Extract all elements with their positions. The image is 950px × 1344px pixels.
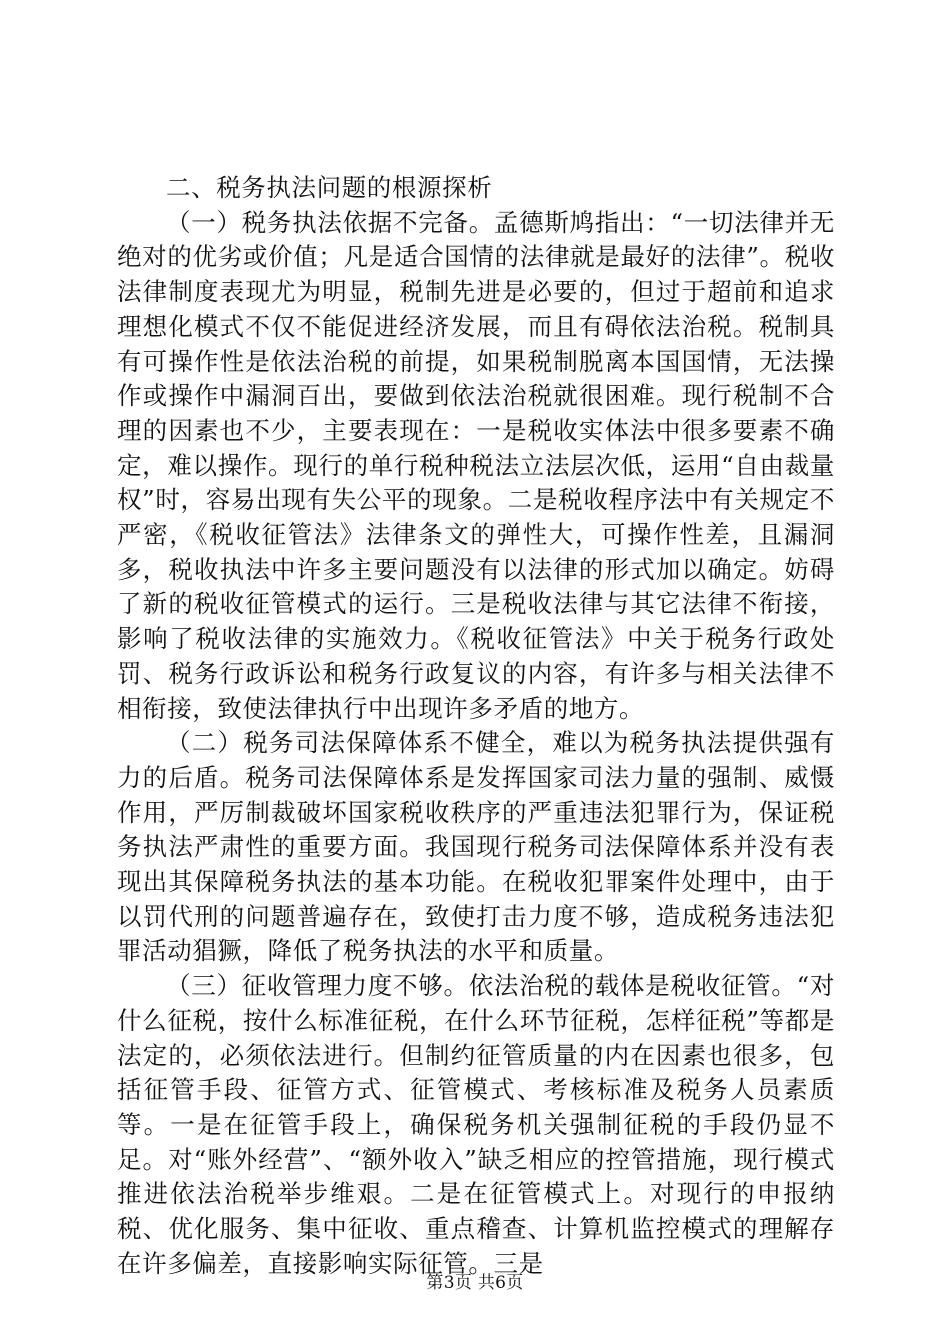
section-heading: 二、税务执法问题的根源探析 bbox=[166, 173, 493, 202]
document-body bbox=[117, 171, 835, 1282]
page-number-footer: 第3页 共6页 bbox=[426, 1273, 524, 1293]
paragraph-3: （三）征收管理力度不够。依法治税的载体是税收征管。“对什么征税，按什么标准征税，在什么环节征税，怎样征税”等都是法定的，必须依法进行。但制约征管质量的内在因素也很多，包括征管手段、征管方式、征管模式、考核标准及税务人员素质等。一是在征管手段上，确保税务机关强制征税的手段仍显不足。对“账外经营”、“额外收入”缺乏相应的控管措施，现行模式推进依法治税举步维艰。二是在征管模式上。对现行的申报纳税、优化服务、集中征收、重点稽查、计算机监控模式的理解存在许多偏差，直接影响实际征管。三是 bbox=[117, 971, 835, 1278]
paragraph-1: （一）税务执法依据不完备。孟德斯鸠指出：“一切法律并无绝对的优劣或价值；凡是适合国情的法律就是最好的法律”。税收法律制度表现尤为明显，税制先进是必要的，但过于超前和追求理想化模式不仅不能促进经济发展，而且有碍依法治税。税制具有可操作性是依法治税的前提，如果税制脱离本国国情，无法操作或操作中漏洞百出，要做到依法治税就很困难。现行税制不合理的因素也不少，主要表现在：一是税收实体法中很多要素不确定，难以操作。现行的单行税种税法立法层次低，运用“自由裁量权”时，容易出现有失公平的现象。二是税收程序法中有关规定不严密，《税收征管法》法律条文的弹性大，可操作性差，且漏洞多，税收执法中许多主要问题没有以法律的形式加以确定。妨碍了新的税收征管模式的运行。三是税收法律与其它法律不衔接，影响了税收法律的实施效力。《税收征管法》中关于税务行政处罚、税务行政诉讼和税务行政复议的内容，有许多与相关法律不相衔接，致使法律执行中出现许多矛盾的地方。 bbox=[117, 207, 835, 723]
paragraph-2: （二）税务司法保障体系不健全，难以为税务执法提供强有力的后盾。税务司法保障体系是发挥国家司法力量的强制、威慑作用，严厉制裁破坏国家税收秩序的严重违法犯罪行为，保证税务执法严肃性的重要方面。我国现行税务司法保障体系并没有表现出其保障税务执法的基本功能。在税收犯罪案件处理中，由于以罚代刑的问题普遍存在，致使打击力度不够，造成税务违法犯罪活动猖獗，降低了税务执法的水平和质量。 bbox=[117, 728, 835, 966]
